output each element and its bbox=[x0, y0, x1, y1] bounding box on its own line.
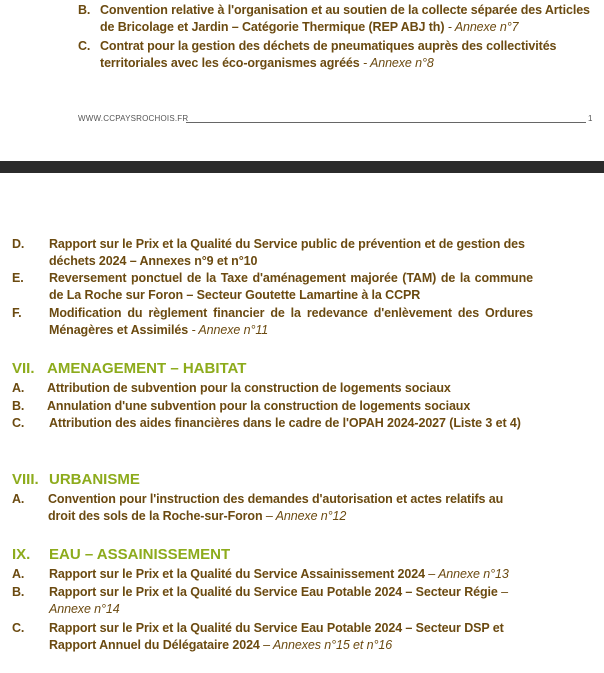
item-text: Attribution des aides financières dans le cadre de l'OPAH 2024-2027 (Liste 3 et 4) bbox=[49, 416, 521, 430]
annex-ref: – Annexe n°13 bbox=[424, 567, 509, 581]
item-text: Modification du règlement financier de la redevance d'enlèvement des Ordures Ménagères et Assimilés bbox=[49, 306, 533, 337]
agenda-item-viii-a bbox=[12, 491, 532, 525]
item-letter: B. bbox=[12, 399, 25, 413]
item-letter: D. bbox=[12, 237, 25, 251]
agenda-item-vii-b bbox=[12, 398, 532, 415]
item-letter: B. bbox=[12, 585, 25, 599]
item-letter: F. bbox=[12, 306, 22, 320]
item-text: Attribution de subvention pour la construction de logements sociaux bbox=[47, 381, 451, 395]
item-text: Rapport sur le Prix et la Qualité du Service Eau Potable 2024 – Secteur DSP et Rapport Annuel du Délégataire 2024 bbox=[49, 621, 504, 652]
section-number: VIII. bbox=[12, 471, 39, 488]
section-title: AMENAGEMENT – HABITAT bbox=[47, 360, 247, 377]
page-number: 1 bbox=[588, 114, 593, 123]
item-letter: C. bbox=[78, 39, 91, 53]
item-letter: A. bbox=[12, 381, 25, 395]
agenda-item-b-abj bbox=[78, 2, 593, 36]
agenda-item-ix-b bbox=[12, 584, 532, 618]
item-letter: B. bbox=[78, 3, 91, 17]
section-title: EAU – ASSAINISSEMENT bbox=[49, 546, 231, 563]
item-text: Annulation d'une subvention pour la construction de logements sociaux bbox=[47, 399, 471, 413]
agenda-item-d-rpqs-dechets bbox=[12, 236, 532, 270]
item-letter: C. bbox=[12, 621, 25, 635]
agenda-item-vii-a bbox=[12, 380, 532, 397]
item-text: Contrat pour la gestion des déchets de pneumatiques auprès des collectivités territoriales avec les éco-organismes agréés bbox=[100, 39, 557, 70]
annex-ref: – Annexes n°15 et n°16 bbox=[259, 638, 393, 652]
item-text: Rapport sur le Prix et la Qualité du Service Assainissement 2024 bbox=[49, 567, 425, 581]
item-text: Reversement ponctuel de la Taxe d'aménagement majorée (TAM) de la commune de La Roche sur Foron – Secteur Goutette Lamartine à la CCPR bbox=[49, 271, 533, 302]
section-number: IX. bbox=[12, 546, 31, 563]
agenda-item-ix-a bbox=[12, 566, 532, 583]
agenda-item-ix-c bbox=[12, 620, 532, 654]
item-text: Convention relative à l'organisation et au soutien de la collecte séparée des Articles de Bricolage et Jardin – Catégorie Thermique (REP ABJ th) bbox=[100, 3, 590, 34]
item-letter: E. bbox=[12, 271, 24, 285]
item-letter: A. bbox=[12, 567, 25, 581]
section-heading-urbanisme bbox=[12, 471, 412, 489]
annex-ref: - Annexe n°11 bbox=[188, 323, 269, 337]
agenda-item-c-pneumatiques bbox=[78, 38, 593, 72]
agenda-item-vii-c bbox=[12, 415, 532, 449]
item-text: Convention pour l'instruction des demandes d'autorisation et actes relatifs au droit des sols de la Roche-sur-Foron bbox=[48, 492, 504, 523]
section-heading-eau-assainissement bbox=[12, 546, 412, 564]
item-text: Rapport sur le Prix et la Qualité du Service public de prévention et de gestion des déchets 2024 – Annexes n°9 et n°10 bbox=[49, 237, 525, 268]
agenda-item-f-redevance bbox=[12, 305, 532, 339]
footer-divider bbox=[186, 122, 586, 123]
section-title: URBANISME bbox=[49, 471, 140, 488]
item-letter: C. bbox=[12, 416, 25, 430]
item-text: Rapport sur le Prix et la Qualité du Service Eau Potable 2024 – Secteur Régie bbox=[49, 585, 498, 599]
footer-website-link[interactable]: WWW.CCPAYSROCHOIS.FR bbox=[78, 114, 189, 123]
section-heading-amenagement-habitat bbox=[12, 360, 412, 378]
page-separator bbox=[0, 161, 604, 173]
annex-ref: - Annexe n°8 bbox=[359, 56, 434, 70]
agenda-item-e-tam bbox=[12, 270, 532, 304]
annex-ref: – Annexe n°14 bbox=[49, 585, 508, 616]
section-number: VII. bbox=[12, 360, 35, 377]
annex-ref: – Annexe n°12 bbox=[262, 509, 347, 523]
annex-ref: - Annexe n°7 bbox=[444, 20, 519, 34]
item-letter: A. bbox=[12, 492, 25, 506]
